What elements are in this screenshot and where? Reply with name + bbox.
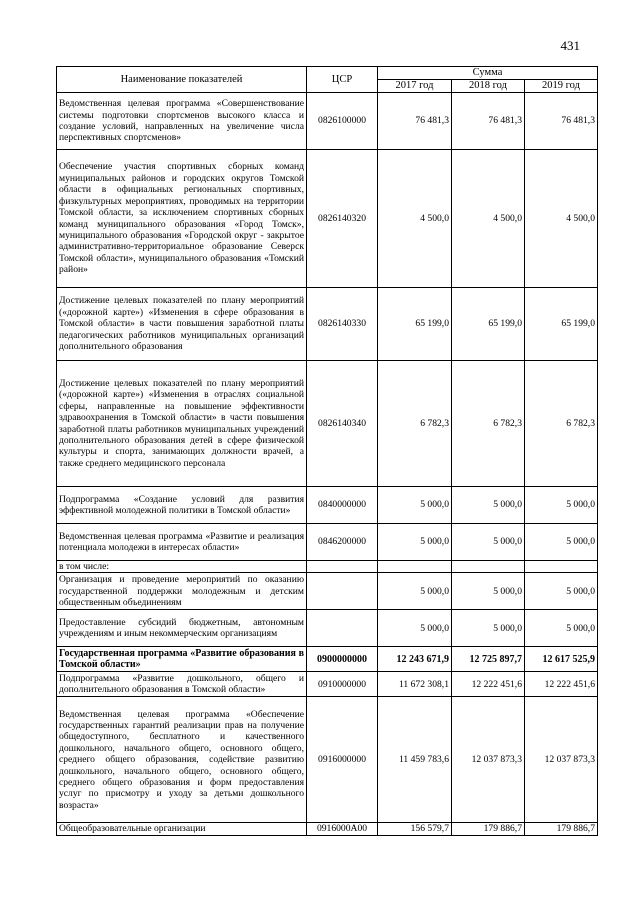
table-row [57, 823, 598, 835]
page-number: 431 [560, 38, 580, 53]
table-row [57, 288, 598, 361]
table-header [57, 67, 598, 93]
row-value-2019: 5 000,0 [525, 487, 598, 524]
table-row [57, 672, 598, 697]
row-name: Государственная программа «Развитие образования в Томской области» [57, 647, 307, 672]
row-value-2018: 76 481,3 [452, 93, 525, 150]
row-value-2018: 5 000,0 [452, 610, 525, 647]
row-value-2017: 5 000,0 [378, 573, 452, 610]
row-value-2019: 12 037 873,3 [525, 697, 598, 823]
row-name: Предоставление субсидий бюджетным, автономным учреждениям и иным некоммерческим организациям [57, 610, 307, 647]
budget-table [56, 66, 598, 836]
row-value-2019: 12 222 451,6 [525, 672, 598, 697]
row-value-2019: 5 000,0 [525, 610, 598, 647]
row-name: Достижение целевых показателей по плану мероприятий («дорожной карте») «Изменения в отраслях социальной сферы, направленные на повышение эффективности здравоохранения в Томской области» в части повышения заработной платы работников муниципальных учреждений дополнительного образования детей в сфере физической культуры и спорта, занимающих должности врачей, а также среднего медицинского персонала [57, 361, 307, 487]
row-value-2017 [378, 561, 452, 573]
row-value-2019: 5 000,0 [525, 524, 598, 561]
row-code: 0916000А00 [307, 823, 378, 835]
row-code [307, 561, 378, 573]
header-name: Наименование показателей [57, 67, 307, 93]
row-value-2018: 65 199,0 [452, 288, 525, 361]
row-code: 0826100000 [307, 93, 378, 150]
table-row [57, 524, 598, 561]
row-name: Организация и проведение мероприятий по оказанию государственной поддержки молодежным и детским общественным объединениям [57, 573, 307, 610]
table-row [57, 487, 598, 524]
row-name: Достижение целевых показателей по плану мероприятий («дорожной карте») «Изменения в сфере образования в Томской области» в части повышения заработной платы педагогических работников муниципальных организаций дополнительного образования [57, 288, 307, 361]
table-row [57, 573, 598, 610]
header-year-2018: 2018 год [452, 80, 525, 93]
table-row [57, 561, 598, 573]
row-value-2018: 12 725 897,7 [452, 647, 525, 672]
row-code: 0826140330 [307, 288, 378, 361]
row-value-2017: 12 243 671,9 [378, 647, 452, 672]
row-value-2017: 5 000,0 [378, 610, 452, 647]
row-code: 0840000000 [307, 487, 378, 524]
row-value-2017: 65 199,0 [378, 288, 452, 361]
row-value-2018: 5 000,0 [452, 487, 525, 524]
row-value-2017: 5 000,0 [378, 487, 452, 524]
row-name: Ведомственная целевая программа «Совершенствование системы подготовки спортсменов высокого класса и создание условий, направленных на увеличение числа перспективных спортсменов» [57, 93, 307, 150]
row-code [307, 573, 378, 610]
row-value-2018: 5 000,0 [452, 524, 525, 561]
row-name: Ведомственная целевая программа «Обеспечение государственных гарантий реализации прав на получение общедоступного, бесплатного и качественного дошкольного, начального общего, основного общего, среднего общего образования, содействие развитию дошкольного, начального общего, основного общего, среднего общего образования и форм предоставления услуг по присмотру и уходу за детьми дошкольного возраста» [57, 697, 307, 823]
row-value-2019: 76 481,3 [525, 93, 598, 150]
header-sum: Сумма [378, 67, 598, 80]
row-value-2017: 4 500,0 [378, 150, 452, 288]
row-value-2019 [525, 561, 598, 573]
row-code: 0826140320 [307, 150, 378, 288]
row-name: Подпрограмма «Создание условий для развития эффективной молодежной политики в Томской области» [57, 487, 307, 524]
header-year-2019: 2019 год [525, 80, 598, 93]
row-value-2019: 6 782,3 [525, 361, 598, 487]
row-value-2017: 76 481,3 [378, 93, 452, 150]
row-value-2018: 6 782,3 [452, 361, 525, 487]
table-row [57, 647, 598, 672]
row-value-2017: 11 672 308,1 [378, 672, 452, 697]
row-name: Обеспечение участия спортивных сборных команд муниципальных районов и городских округов Томской области в официальных региональных спортивных, физкультурных мероприятиях, проводимых на территории Томской области, за исключением спортивных сборных команд муниципального образования «Город Томск», муниципального образования «Городской округ - закрытое административно-территориальное образование Северск Томской области», муниципального образования «Томский район» [57, 150, 307, 288]
table-row [57, 610, 598, 647]
row-value-2017: 5 000,0 [378, 524, 452, 561]
row-code [307, 610, 378, 647]
row-code: 0826140340 [307, 361, 378, 487]
row-value-2019: 179 886,7 [525, 823, 598, 835]
row-value-2018: 12 222 451,6 [452, 672, 525, 697]
header-csr: ЦСР [307, 67, 378, 93]
row-value-2017: 6 782,3 [378, 361, 452, 487]
row-value-2019: 4 500,0 [525, 150, 598, 288]
row-code: 0846200000 [307, 524, 378, 561]
table-row [57, 93, 598, 150]
row-name: Общеобразовательные организации [57, 823, 307, 835]
row-value-2019: 12 617 525,9 [525, 647, 598, 672]
row-value-2017: 156 579,7 [378, 823, 452, 835]
table-row [57, 150, 598, 288]
row-name: Подпрограмма «Развитие дошкольного, общего и дополнительного образования в Томской области» [57, 672, 307, 697]
row-code: 0916000000 [307, 697, 378, 823]
row-value-2018: 179 886,7 [452, 823, 525, 835]
table-row [57, 361, 598, 487]
row-value-2019: 65 199,0 [525, 288, 598, 361]
row-value-2018 [452, 561, 525, 573]
row-value-2019: 5 000,0 [525, 573, 598, 610]
table-row [57, 697, 598, 823]
row-name: в том числе: [57, 561, 307, 573]
row-name: Ведомственная целевая программа «Развитие и реализация потенциала молодежи в интересах области» [57, 524, 307, 561]
header-year-2017: 2017 год [378, 80, 452, 93]
row-value-2018: 4 500,0 [452, 150, 525, 288]
row-value-2018: 12 037 873,3 [452, 697, 525, 823]
row-code: 0900000000 [307, 647, 378, 672]
row-value-2018: 5 000,0 [452, 573, 525, 610]
row-code: 0910000000 [307, 672, 378, 697]
row-value-2017: 11 459 783,6 [378, 697, 452, 823]
